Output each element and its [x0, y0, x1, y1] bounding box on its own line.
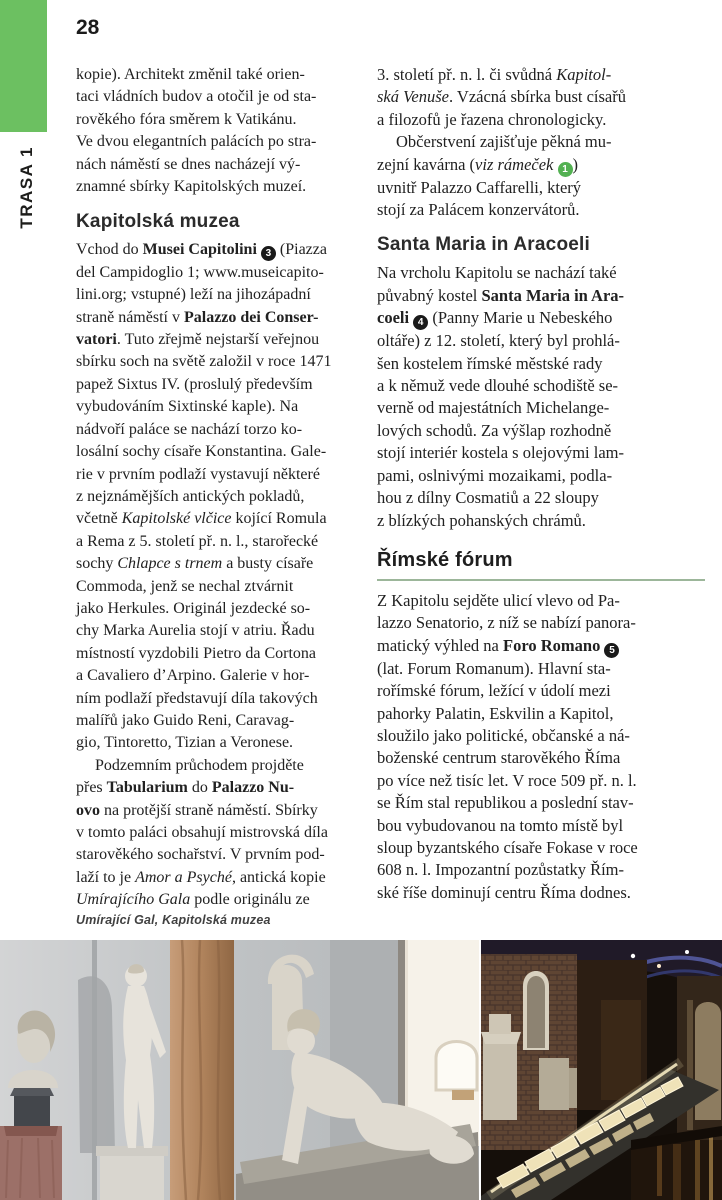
text-line [377, 770, 705, 792]
text-run: Foro Romano [503, 635, 605, 655]
map-ref-badge: 3 [261, 246, 276, 261]
text-run: a busty císaře [222, 555, 314, 573]
text-run: boženské centrum starověkého Říma [377, 748, 621, 768]
text-run: a filozofů je řazena chronologicky. [377, 109, 607, 129]
text-line [377, 177, 705, 199]
text-line [377, 86, 705, 108]
text-run: Kapitolské vlčice [121, 510, 232, 528]
text-run: na protější straně náměstí. Sbírky [100, 801, 318, 819]
text-line [76, 598, 368, 620]
text-line [377, 285, 705, 307]
text-run: Palazzo dei Conser- [183, 308, 319, 326]
text-run: oltáře) z 12. století, který byl prohlá- [377, 331, 620, 351]
text-run: včetně [76, 510, 122, 528]
text-line [377, 747, 705, 769]
tabularium-gallery-photo [481, 940, 722, 1200]
text-line [377, 837, 705, 859]
text-line [76, 262, 368, 284]
text-run: a k němuž vede dlouhé schodiště se- [377, 376, 619, 396]
text-run: přes [76, 779, 107, 797]
text-run: Kapitol- [556, 65, 612, 84]
text-column-right [377, 64, 705, 904]
text-run: půvabný kostel [377, 285, 482, 305]
text-run: Tabularium [106, 779, 188, 797]
text-run: chy Marka Aurelia stojí v atriu. Řadu [76, 622, 315, 640]
text-run: po více než tisíc let. V roce 509 př. n. l. [377, 770, 637, 790]
text-line [377, 612, 705, 634]
text-line [76, 710, 368, 732]
text-run: se Řím stal republikou a poslední stav- [377, 793, 634, 813]
text-line [377, 510, 705, 532]
text-line [76, 531, 368, 553]
text-run: z blízkých pohanských chrámů. [377, 510, 586, 530]
text-run: 3. století př. n. l. či svůdná [377, 65, 557, 84]
text-run: Občerstvení zajišťuje pěkná mu- [396, 132, 612, 152]
text-run: Palazzo Nu- [211, 779, 295, 797]
text-run: laží to je [76, 868, 136, 886]
text-run: viz rámeček [475, 154, 558, 174]
text-line [76, 351, 368, 373]
text-run: ská Venuše [377, 87, 449, 107]
text-line [377, 465, 705, 487]
text-run: nách náměstí se dnes nacházejí vý- [76, 155, 301, 173]
text-line [76, 329, 368, 351]
text-line [377, 882, 705, 904]
text-run: . Tuto zřejmě nejstarší veřejnou [116, 331, 320, 349]
text-run: místností vyzdobili Pietro da Cortona [76, 644, 316, 662]
text-line [377, 859, 705, 881]
text-run: z nejznámějších antických pokladů, [76, 487, 305, 505]
text-line [76, 307, 368, 329]
text-run: nádvoří paláce se nachází torzo ko- [76, 420, 303, 438]
text-run: lazzo Senatorio, z níž se nabízí panora- [377, 613, 636, 633]
text-run: taci vládních budov a otočil je od sta- [76, 88, 317, 106]
text-line [377, 815, 705, 837]
text-run: Z Kapitolu sejděte ulicí vlevo od Pa- [377, 590, 620, 610]
text-line [76, 732, 368, 754]
text-line [377, 397, 705, 419]
text-run: rověkého fóra směrem k Vatikánu. [76, 110, 297, 128]
text-line [377, 658, 705, 680]
text-run: a Rema z 5. století př. n. l., starořecké [76, 532, 319, 550]
text-run: (lat. Forum Romanum). Hlavní sta- [377, 658, 611, 678]
text-line [76, 176, 368, 198]
text-run: Podzemním průchodem projděte [95, 756, 304, 774]
text-run: Amor a Psyché [135, 868, 232, 886]
text-run: podle originálu ze [190, 891, 310, 909]
text-line [76, 284, 368, 306]
text-line [76, 464, 368, 486]
text-line [76, 665, 368, 687]
text-run: rořímské fórum, ležící v údolí mezi [377, 681, 611, 701]
text-run: sloup byzantského císaře Fokase v roce [377, 837, 638, 857]
text-run: Chlapce s trnem [117, 555, 223, 573]
text-run: do [187, 779, 212, 797]
text-line [377, 375, 705, 397]
text-run: ) [572, 154, 578, 174]
text-line [377, 725, 705, 747]
text-line [377, 590, 705, 612]
text-line [76, 755, 368, 777]
text-run: ovo [76, 801, 100, 819]
section-heading: Kapitolská muzea [76, 211, 240, 233]
map-ref-badge: 4 [413, 315, 428, 330]
text-run: v tomto paláci obsahují mistrovská díla [76, 824, 328, 841]
text-line [377, 420, 705, 442]
text-line [377, 330, 705, 352]
text-run: vatori [76, 331, 117, 349]
text-line [76, 508, 368, 530]
dying-gaul-illustration [0, 940, 479, 1200]
text-run: ské říše dominují centru Říma dodnes. [377, 882, 631, 902]
text-run: lini.org; vstupné) leží na jihozápadní [76, 286, 311, 304]
text-run: starověkého sochařství. V prvním pod- [76, 846, 325, 864]
text-run: ním podlaží představují díla takových [76, 689, 318, 707]
text-run: vybudováním Sixtinské kaple). Na [76, 398, 299, 416]
text-run: (Piazza [275, 241, 327, 259]
text-line [377, 64, 705, 86]
text-run: straně náměstí v [76, 308, 184, 326]
text-line [377, 442, 705, 464]
text-line [76, 822, 368, 844]
text-line [377, 635, 705, 658]
text-run: sochy [76, 555, 118, 573]
text-run: rie v prvním podlaží vystavují některé [76, 465, 320, 483]
text-run: Musei Capitolini [142, 241, 261, 259]
text-line [377, 680, 705, 702]
text-run: pami, oslnivými mozaikami, podla- [377, 465, 613, 485]
text-run: , antická kopie [231, 868, 326, 886]
page-number: 28 [76, 16, 100, 39]
text-line [377, 353, 705, 375]
text-run: pahorky Palatin, Eskvilin a Kapitol, [377, 703, 614, 723]
text-run: kopie). Architekt změnil také orien- [76, 66, 305, 83]
text-line [76, 620, 368, 642]
text-run: gio, Tintoretto, Tizian a Veronese. [76, 734, 294, 752]
text-run: a Cavaliero d’Arpino. Galerie v hor- [76, 667, 310, 685]
text-run: Na vrcholu Kapitolu se nachází také [377, 263, 617, 283]
text-run: 608 n. l. Impozantní pozůstatky Řím- [377, 860, 625, 880]
text-run: stojí interiér kostela s olejovými lam- [377, 443, 624, 463]
text-run: uvnitř Palazzo Caffarelli, který [377, 177, 582, 197]
text-line [76, 643, 368, 665]
photo-caption: Umírající Gal, Kapitolská muzea [76, 912, 271, 927]
text-run: zejní kavárna ( [377, 154, 476, 174]
text-run: Umírajícího Gala [76, 891, 191, 909]
capitoline-museum-photo [0, 940, 479, 1200]
text-line [76, 576, 368, 598]
section-heading: Santa Maria in Aracoeli [377, 234, 590, 256]
text-run: znamné sbírky Kapitolských muzeí. [76, 178, 307, 196]
text-line [76, 688, 368, 710]
text-run: šen kostelem římské městské rady [377, 353, 603, 373]
text-run: Santa Maria in Ara- [481, 285, 625, 305]
text-run: Commoda, jenž se nechal ztvárnit [76, 577, 294, 595]
text-line [76, 553, 368, 575]
text-run: (Panny Marie u Nebeského [428, 308, 613, 328]
text-line [377, 262, 705, 284]
text-line [377, 703, 705, 725]
section-heading: Římské fórum [377, 549, 705, 581]
text-line [377, 199, 705, 221]
text-run: Vchod do [76, 241, 143, 259]
text-run: matický výhled na [377, 635, 504, 655]
text-line [76, 844, 368, 866]
text-run: bou vybudovanou na tomto místě byl [377, 815, 624, 835]
text-line [76, 867, 368, 889]
text-run: sloužilo jako politické, občanské a ná- [377, 725, 630, 745]
text-run: malířů jako Guido Reni, Caravag- [76, 711, 295, 729]
text-line [377, 792, 705, 814]
text-run: papež Sixtus IV. (proslulý především [76, 375, 313, 393]
text-run: hou z dílny Cosmatiů a 22 sloupy [377, 488, 599, 508]
text-run: verně od majestátních Michelange- [377, 398, 610, 418]
text-run: del Campidoglio 1; www.museicapito- [76, 263, 324, 281]
text-run: lových schodů. Za výšlap rozhodně [377, 420, 612, 440]
text-run: losální sochy císaře Konstantina. Gale- [76, 443, 327, 461]
text-line [76, 109, 368, 131]
text-run: kojící Romula [231, 510, 327, 528]
text-line [377, 154, 705, 177]
text-line [377, 131, 705, 153]
text-run: sbírku soch na světě založil v roce 1471 [76, 353, 332, 371]
text-line [76, 396, 368, 418]
text-line [76, 419, 368, 441]
text-run: stojí za Palácem konzervátorů. [377, 200, 580, 220]
route-color-bar [0, 0, 47, 132]
text-line [76, 800, 368, 822]
text-line [76, 154, 368, 176]
gallery-illustration [481, 940, 722, 1200]
text-run: . Vzácná sbírka bust císařů [448, 87, 626, 107]
text-line [76, 374, 368, 396]
text-line [76, 239, 368, 261]
text-line [76, 131, 368, 153]
text-run: jako Herkules. Originál jezdecké so- [76, 599, 311, 617]
text-line [76, 86, 368, 108]
text-line [377, 307, 705, 330]
text-column-left [76, 64, 368, 912]
text-line [76, 486, 368, 508]
route-sidebar-label: TRASA 1 [17, 146, 36, 229]
text-line [377, 109, 705, 131]
text-run: Ve dvou elegantních palácích po stra- [76, 133, 317, 151]
map-ref-badge: 1 [558, 162, 573, 177]
map-ref-badge: 5 [604, 643, 619, 658]
text-line [76, 441, 368, 463]
text-line [76, 777, 368, 799]
text-line [377, 487, 705, 509]
text-line [76, 64, 368, 86]
text-line [76, 889, 368, 911]
text-run: coeli [377, 308, 414, 328]
